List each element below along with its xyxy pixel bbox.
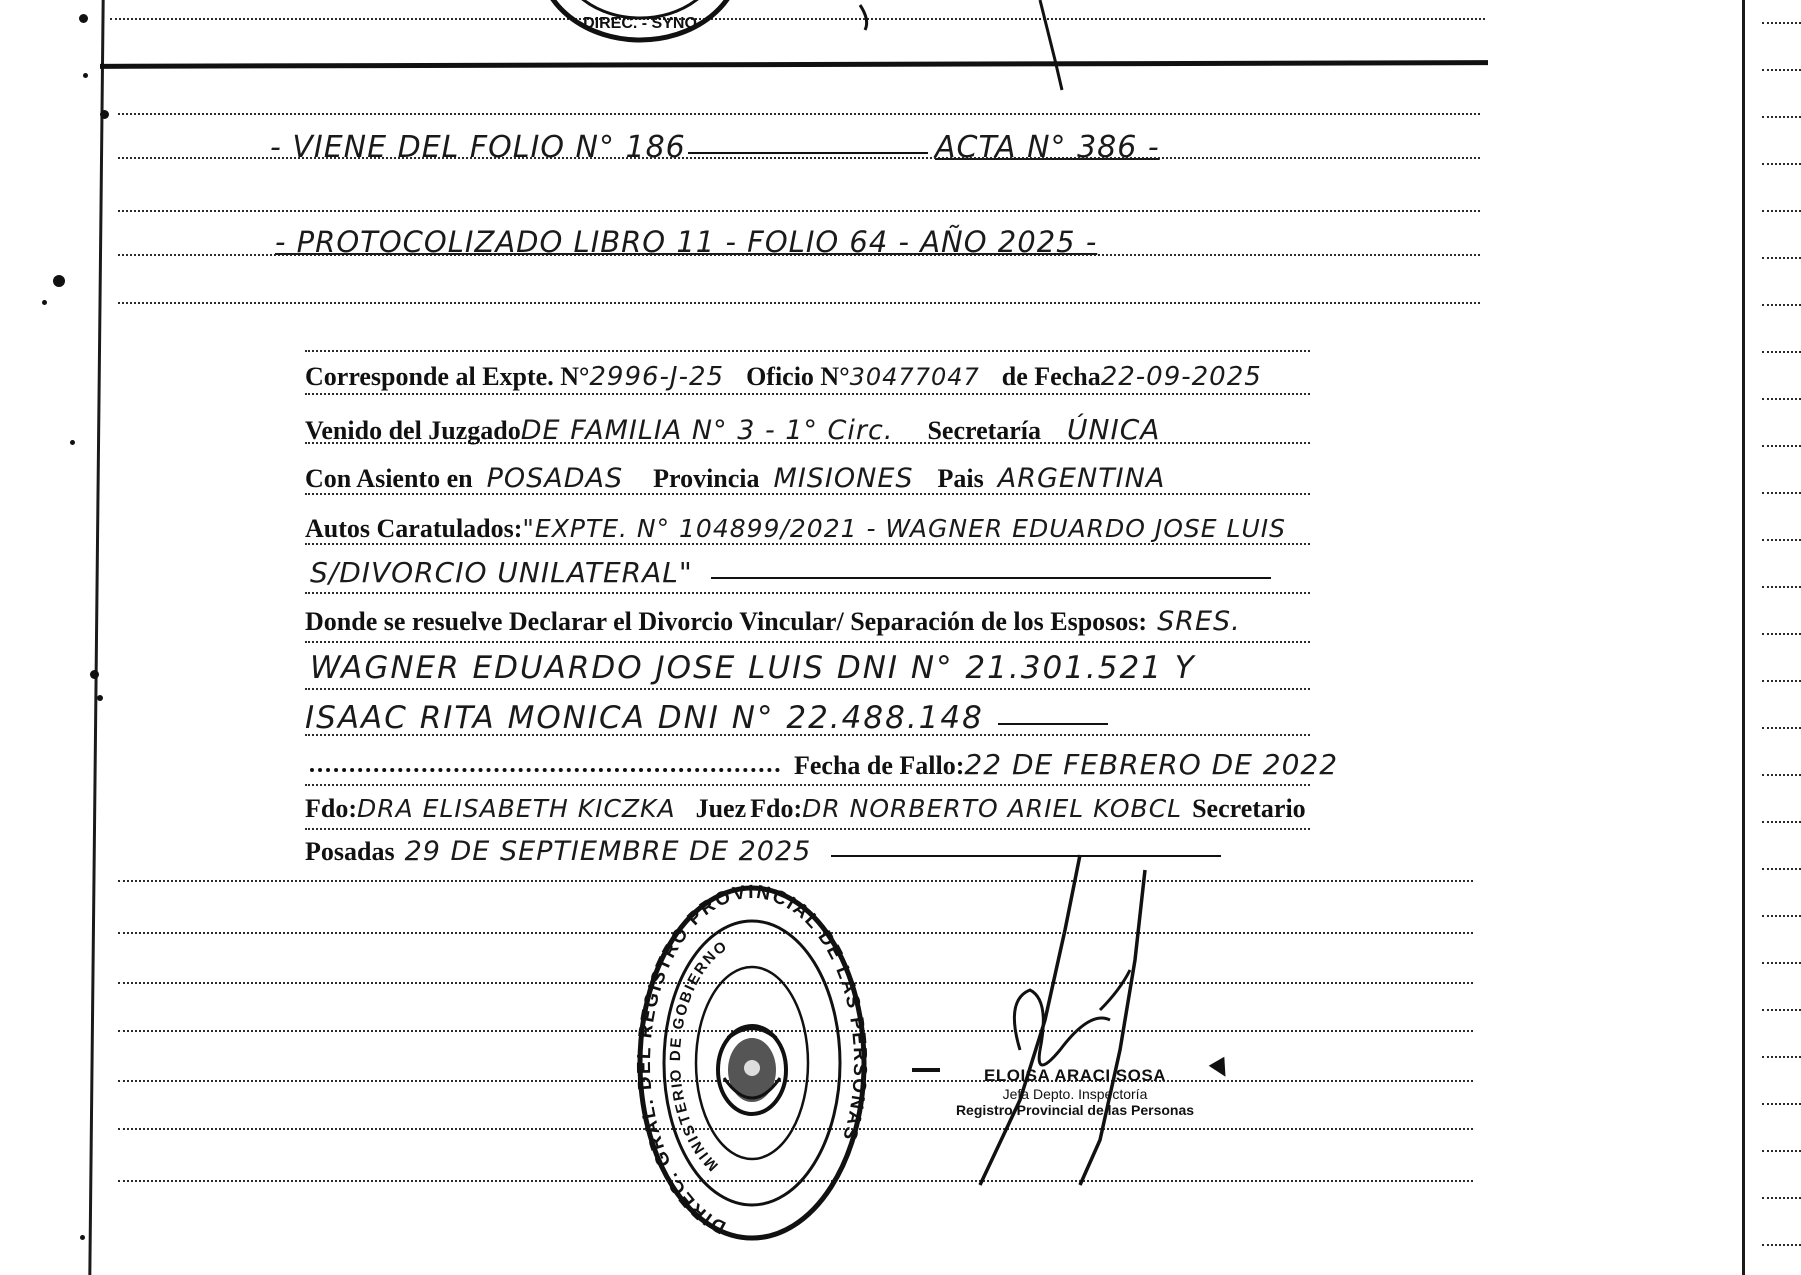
form-row-fallo xyxy=(310,748,1338,781)
asiento-label: Con Asiento en xyxy=(305,464,473,493)
oficio-value: 30477047 xyxy=(849,363,980,391)
ruled-line-right xyxy=(1762,1244,1801,1246)
top-heavy-rule xyxy=(100,60,1488,69)
signatory-title: Jefa Depto. Inspectoría xyxy=(1002,1086,1148,1102)
ruled-line-right xyxy=(1762,304,1801,306)
ruled-line xyxy=(110,18,1485,20)
secretario-label: Secretario xyxy=(1192,794,1306,823)
top-signature-fragment xyxy=(840,0,1120,100)
juez-label: Juez xyxy=(695,794,747,823)
pais-label: Pais xyxy=(937,464,984,493)
ruled-line-right xyxy=(1762,351,1801,353)
fdo2-value: DR NORBERTO ARIEL KOBCL xyxy=(802,794,1183,823)
resuelve-value-start: SRES. xyxy=(1157,606,1241,637)
ruled-line xyxy=(305,393,1310,395)
juzgado-value: DE FAMILIA N° 3 - 1° Circ. xyxy=(520,415,894,446)
margin-dot xyxy=(53,275,65,287)
ruled-line-right xyxy=(1762,586,1801,588)
right-margin-rule xyxy=(1742,0,1745,1275)
signatory-office: Registro Provincial de las Personas xyxy=(955,1102,1195,1118)
form-row-esposo xyxy=(310,650,1196,686)
ruled-line xyxy=(305,828,1310,830)
pais-value: ARGENTINA xyxy=(997,463,1166,494)
ruled-line xyxy=(305,592,1310,594)
ruled-line xyxy=(305,350,1310,352)
esposa-line: ISAAC RITA MONICA DNI N° 22.488.148 xyxy=(305,700,984,736)
margin-dot xyxy=(70,440,75,445)
handwritten-signature xyxy=(950,850,1190,1190)
resuelve-label: Donde se resuelve Declarar el Divorcio Vincular/ Separación de los Esposos: xyxy=(305,607,1148,636)
ruled-line-right xyxy=(1762,868,1801,870)
autos-label: Autos Caratulados: xyxy=(305,514,523,543)
autos-value-line2: S/DIVORCIO UNILATERAL" xyxy=(310,556,693,589)
provincia-value: MISIONES xyxy=(773,463,914,494)
ruled-line-right xyxy=(1762,163,1801,165)
margin-dot xyxy=(42,300,47,305)
ruled-line-right xyxy=(1762,1103,1801,1105)
ruled-line-right xyxy=(1762,257,1801,259)
fallo-fill-line xyxy=(310,768,780,772)
protocolizado: - PROTOCOLIZADO LIBRO 11 - FOLIO 64 - AÑO 2025 - xyxy=(275,225,1098,259)
top-seal-fragment xyxy=(520,0,760,70)
ruled-line-right xyxy=(1762,1197,1801,1199)
juzgado-label: Venido del Juzgado xyxy=(305,416,521,445)
ruled-line xyxy=(305,641,1310,643)
signatory-dash xyxy=(912,1068,940,1072)
secretaria-value: ÚNICA xyxy=(1067,413,1161,446)
margin-dot xyxy=(90,670,99,679)
form-row-fdo xyxy=(305,794,1306,824)
posadas-label: Posadas xyxy=(305,837,395,866)
asiento-value: POSADAS xyxy=(486,463,624,494)
ruled-line-right xyxy=(1762,633,1801,635)
expte-value: 2996-J-25 xyxy=(589,362,725,392)
form-row-asiento xyxy=(305,463,1165,494)
ruled-line-right xyxy=(1762,69,1801,71)
official-seal xyxy=(632,878,872,1248)
ruled-line xyxy=(305,784,1310,786)
ruled-line-right xyxy=(1762,210,1801,212)
ruled-line-right xyxy=(1762,539,1801,541)
fecha-label: de Fecha xyxy=(1001,362,1101,391)
ruled-line-right xyxy=(1762,1056,1801,1058)
posadas-value: 29 DE SEPTIEMBRE DE 2025 xyxy=(404,836,812,867)
coat-of-arms-icon xyxy=(718,1026,786,1114)
header-dash-line xyxy=(688,152,928,154)
seal-inner-text: MINISTERIO DE GOBIERNO xyxy=(666,937,732,1175)
ruled-line-right xyxy=(1762,1009,1801,1011)
left-margin-rule xyxy=(88,0,104,1275)
signatory-block xyxy=(915,1066,1235,1118)
autos-value-line1: "EXPTE. N° 104899/2021 - WAGNER EDUARDO JOSE LUIS xyxy=(522,514,1287,543)
form-row-expte xyxy=(305,362,1262,392)
ruled-line-right xyxy=(1762,915,1801,917)
form-row-esposa xyxy=(305,700,1108,736)
ruled-line-right xyxy=(1762,1150,1801,1152)
oficio-label: Oficio N° xyxy=(746,362,850,391)
ruled-line-right xyxy=(1762,492,1801,494)
ruled-line-right xyxy=(1762,821,1801,823)
autos-fill-line xyxy=(711,577,1271,579)
fallo-value: 22 DE FEBRERO DE 2022 xyxy=(964,748,1339,781)
ruled-line-right xyxy=(1762,116,1801,118)
top-seal-text: DIREC. - SYNO xyxy=(583,15,697,32)
ruled-line-right xyxy=(1762,727,1801,729)
esposo-line: WAGNER EDUARDO JOSE LUIS DNI N° 21.301.521 Y xyxy=(310,650,1196,686)
signatory-name: ELOISA ARACI SOSA xyxy=(984,1066,1166,1085)
ruled-line-right xyxy=(1762,398,1801,400)
fecha-value: 22-09-2025 xyxy=(1100,362,1262,392)
ruled-line-right xyxy=(1762,680,1801,682)
provincia-label: Provincia xyxy=(653,464,760,493)
margin-dot xyxy=(80,1235,85,1240)
ruled-line xyxy=(118,210,1480,212)
form-row-resuelve xyxy=(305,606,1241,637)
ruled-line xyxy=(118,113,1480,115)
ruled-line-right xyxy=(1762,774,1801,776)
margin-dot xyxy=(79,14,88,23)
ruled-line-right xyxy=(1762,22,1801,24)
ruled-line-right xyxy=(1762,962,1801,964)
ruled-line xyxy=(305,688,1310,690)
fallo-label: Fecha de Fallo: xyxy=(794,751,965,780)
margin-dot xyxy=(97,695,103,701)
viene-del-folio: - VIENE DEL FOLIO N° 186 xyxy=(270,130,686,165)
ruled-line-right xyxy=(1762,445,1801,447)
margin-dot xyxy=(83,73,88,78)
esposa-fill-line xyxy=(998,723,1108,725)
fdo1-label: Fdo: xyxy=(305,794,357,823)
expte-label: Corresponde al Expte. N° xyxy=(305,362,590,391)
fdo2-label: Fdo: xyxy=(750,794,803,823)
form-row-juzgado xyxy=(305,413,1160,446)
form-row-autos xyxy=(305,514,1286,544)
form-row-autos-2 xyxy=(310,556,1271,589)
fdo1-value: DRA ELISABETH KICZKA xyxy=(357,794,676,823)
seal-outer-text: DIREC. GRAL. DEL REGISTRO PROVINCIAL DE LAS PERSONAS xyxy=(633,881,871,1238)
secretaria-label: Secretaría xyxy=(927,416,1042,445)
margin-dot xyxy=(100,110,109,119)
acta-number: ACTA N° 386 - xyxy=(935,130,1160,165)
ruled-line xyxy=(118,302,1480,304)
